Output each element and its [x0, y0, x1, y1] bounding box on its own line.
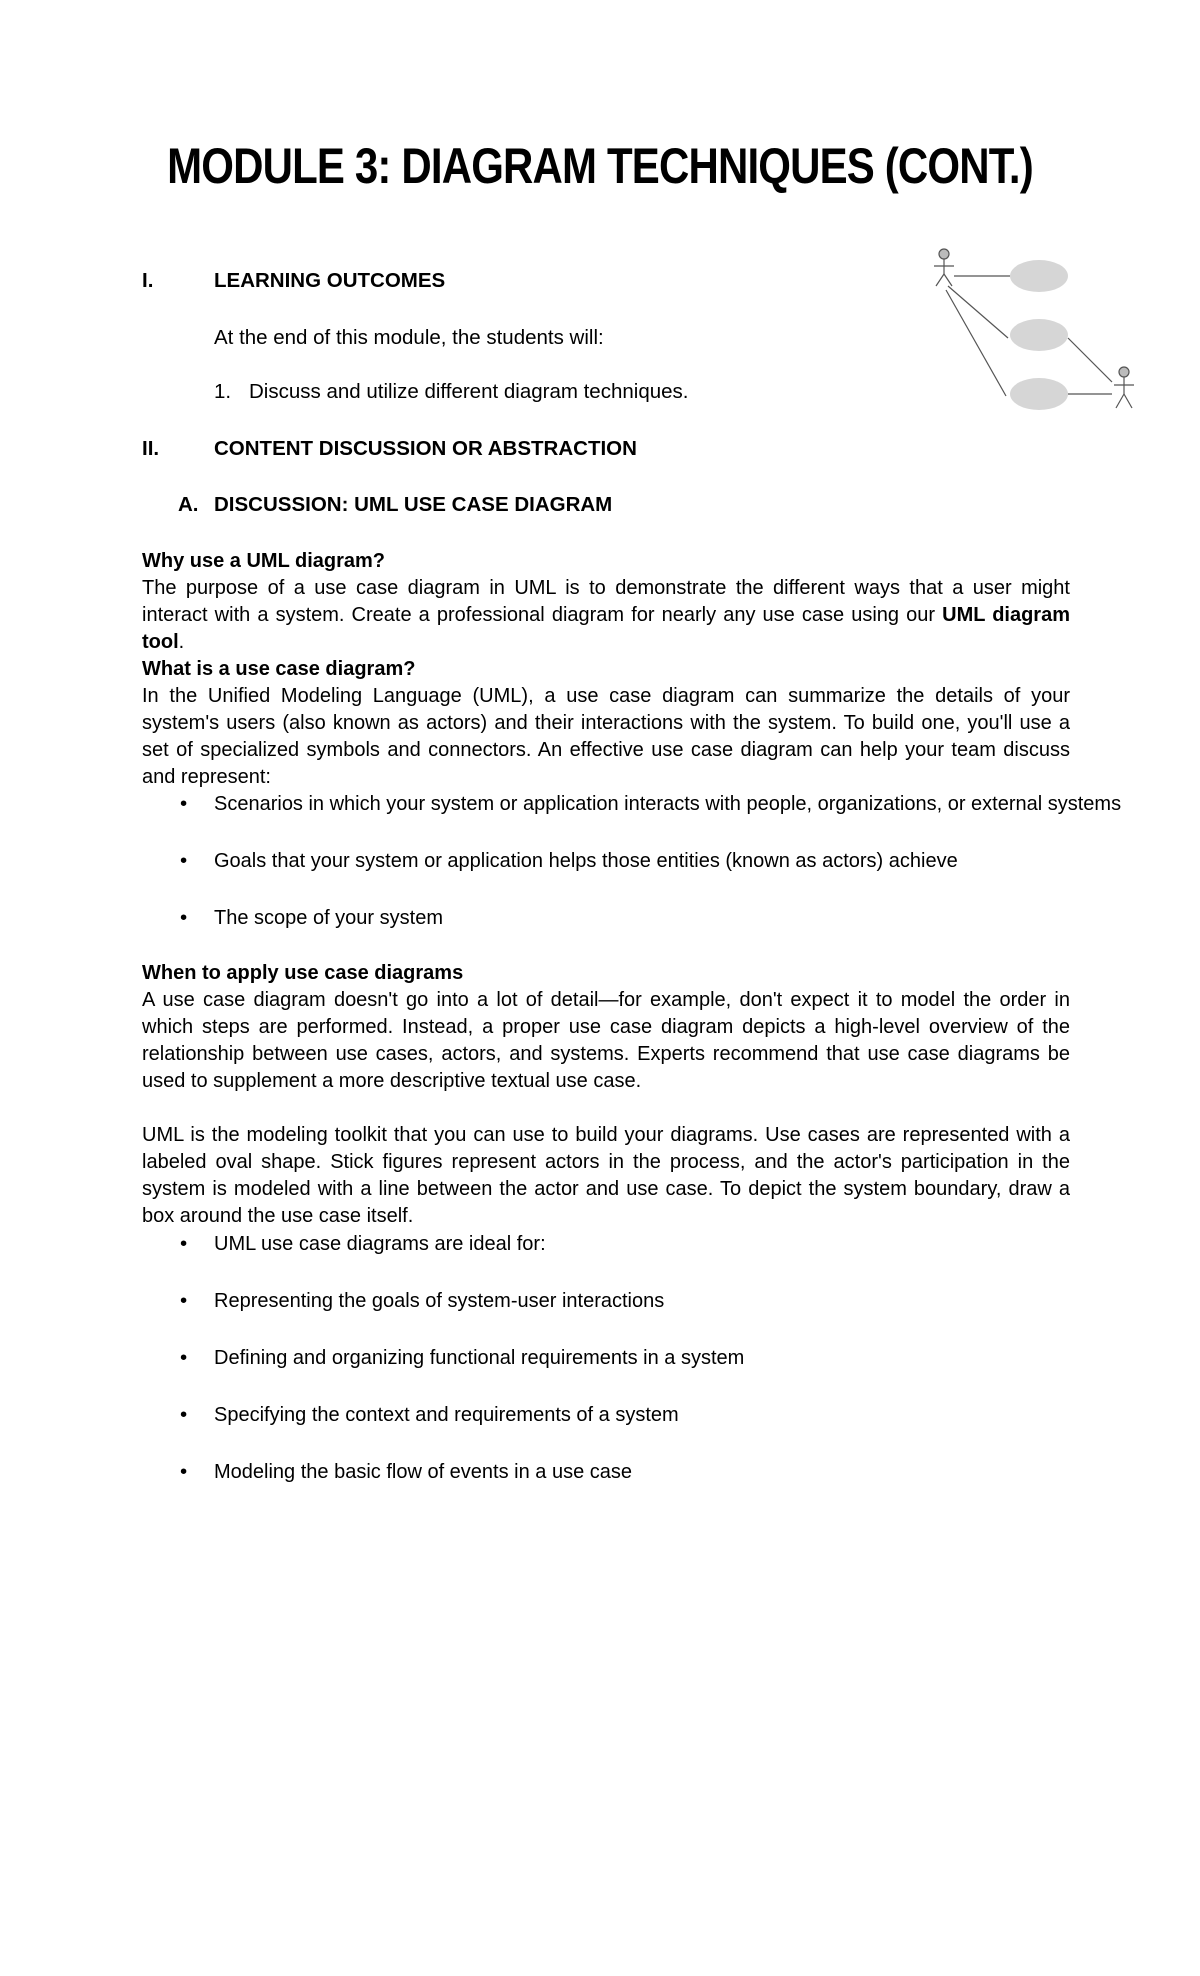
bullet-marker: •	[180, 849, 188, 872]
why-text: The purpose of a use case diagram in UML is to demonstrate the different ways that a user might interact with a system. Create a professional diagram for nearly any use case using our	[142, 577, 1070, 626]
when-text: A use case diagram doesn't go into a lot of detail—for example, don't expect it to model the order in which steps are performed. Instead, a proper use case diagram depicts a high-level overview of the relationship between use cases, actors, and systems. Experts recommend that use case diagrams be used to supplement a more descriptive textual use case.	[142, 989, 1070, 1092]
outcome-number: 1.	[214, 380, 232, 403]
section1-numeral: I.	[142, 269, 154, 292]
section1-heading: LEARNING OUTCOMES	[214, 269, 446, 292]
list-item: Defining and organizing functional requirements in a system	[214, 1347, 745, 1369]
use-case-ellipse-3	[1010, 378, 1068, 410]
list-item: Representing the goals of system-user interactions	[214, 1290, 665, 1312]
actor-stick-figure-2	[1114, 367, 1134, 408]
bullet-marker: •	[180, 1460, 188, 1483]
list-item: Scenarios in which your system or application interacts with people, organizations, or external systems	[214, 793, 1122, 815]
why-text-end: .	[178, 631, 185, 653]
actor1-to-usecase2-line	[948, 286, 1008, 338]
subsection-letter: A.	[178, 493, 199, 516]
page-title: MODULE 3: DIAGRAM TECHNIQUES (CONT.)	[167, 138, 1033, 194]
section1-intro: At the end of this module, the students will:	[214, 326, 604, 349]
when-paragraph	[142, 960, 1070, 1095]
when-heading: When to apply use case diagrams	[142, 962, 464, 984]
use-case-ellipse-1	[1010, 260, 1068, 292]
list-item: The scope of your system	[214, 907, 443, 929]
section2-heading: CONTENT DISCUSSION OR ABSTRACTION	[214, 437, 637, 460]
list-item: Goals that your system or application helps those entities (known as actors) achieve	[214, 850, 958, 872]
list-item: Modeling the basic flow of events in a use case	[214, 1461, 633, 1483]
bullet-marker: •	[180, 792, 188, 815]
why-heading: Why use a UML diagram?	[142, 550, 386, 572]
bullet-marker: •	[180, 1232, 188, 1255]
actor-stick-figure-1	[934, 249, 954, 286]
what-paragraph	[142, 656, 1070, 791]
uml-text: UML is the modeling toolkit that you can use to build your diagrams. Use cases are represented with a labeled oval shape. Stick figures represent actors in the process, and the actor's participation in the system is modeled with a line between the actor and use case. To depict the system boundary, draw a box around the use case itself.	[142, 1124, 1070, 1227]
usecase2-to-actor2-line	[1068, 338, 1112, 382]
what-text: In the Unified Modeling Language (UML), a use case diagram can summarize the details of your system's users (also known as actors) and their interactions with the system. To build one, you'll use a set of specialized symbols and connectors. An effective use case diagram can help your team discuss and represent:	[142, 685, 1070, 788]
bullet-marker: •	[180, 1289, 188, 1312]
actor1-to-usecase3-line	[946, 290, 1006, 396]
use-case-ellipse-2	[1010, 319, 1068, 351]
what-heading: What is a use case diagram?	[142, 658, 416, 680]
uml-diagram-tool-link[interactable]: UML diagram tool	[142, 604, 1070, 653]
subsection-heading: DISCUSSION: UML USE CASE DIAGRAM	[214, 493, 613, 516]
uml-paragraph	[142, 1122, 1070, 1230]
section2-numeral: II.	[142, 437, 160, 460]
bullet-marker: •	[180, 1403, 188, 1426]
list-item: UML use case diagrams are ideal for:	[214, 1233, 546, 1255]
bullet-marker: •	[180, 1346, 188, 1369]
bullet-marker: •	[180, 906, 188, 929]
use-case-diagram-illustration	[930, 246, 1140, 416]
outcome-text: Discuss and utilize different diagram techniques.	[249, 380, 689, 403]
list-item: Specifying the context and requirements of a system	[214, 1404, 679, 1426]
why-paragraph	[142, 548, 1070, 656]
